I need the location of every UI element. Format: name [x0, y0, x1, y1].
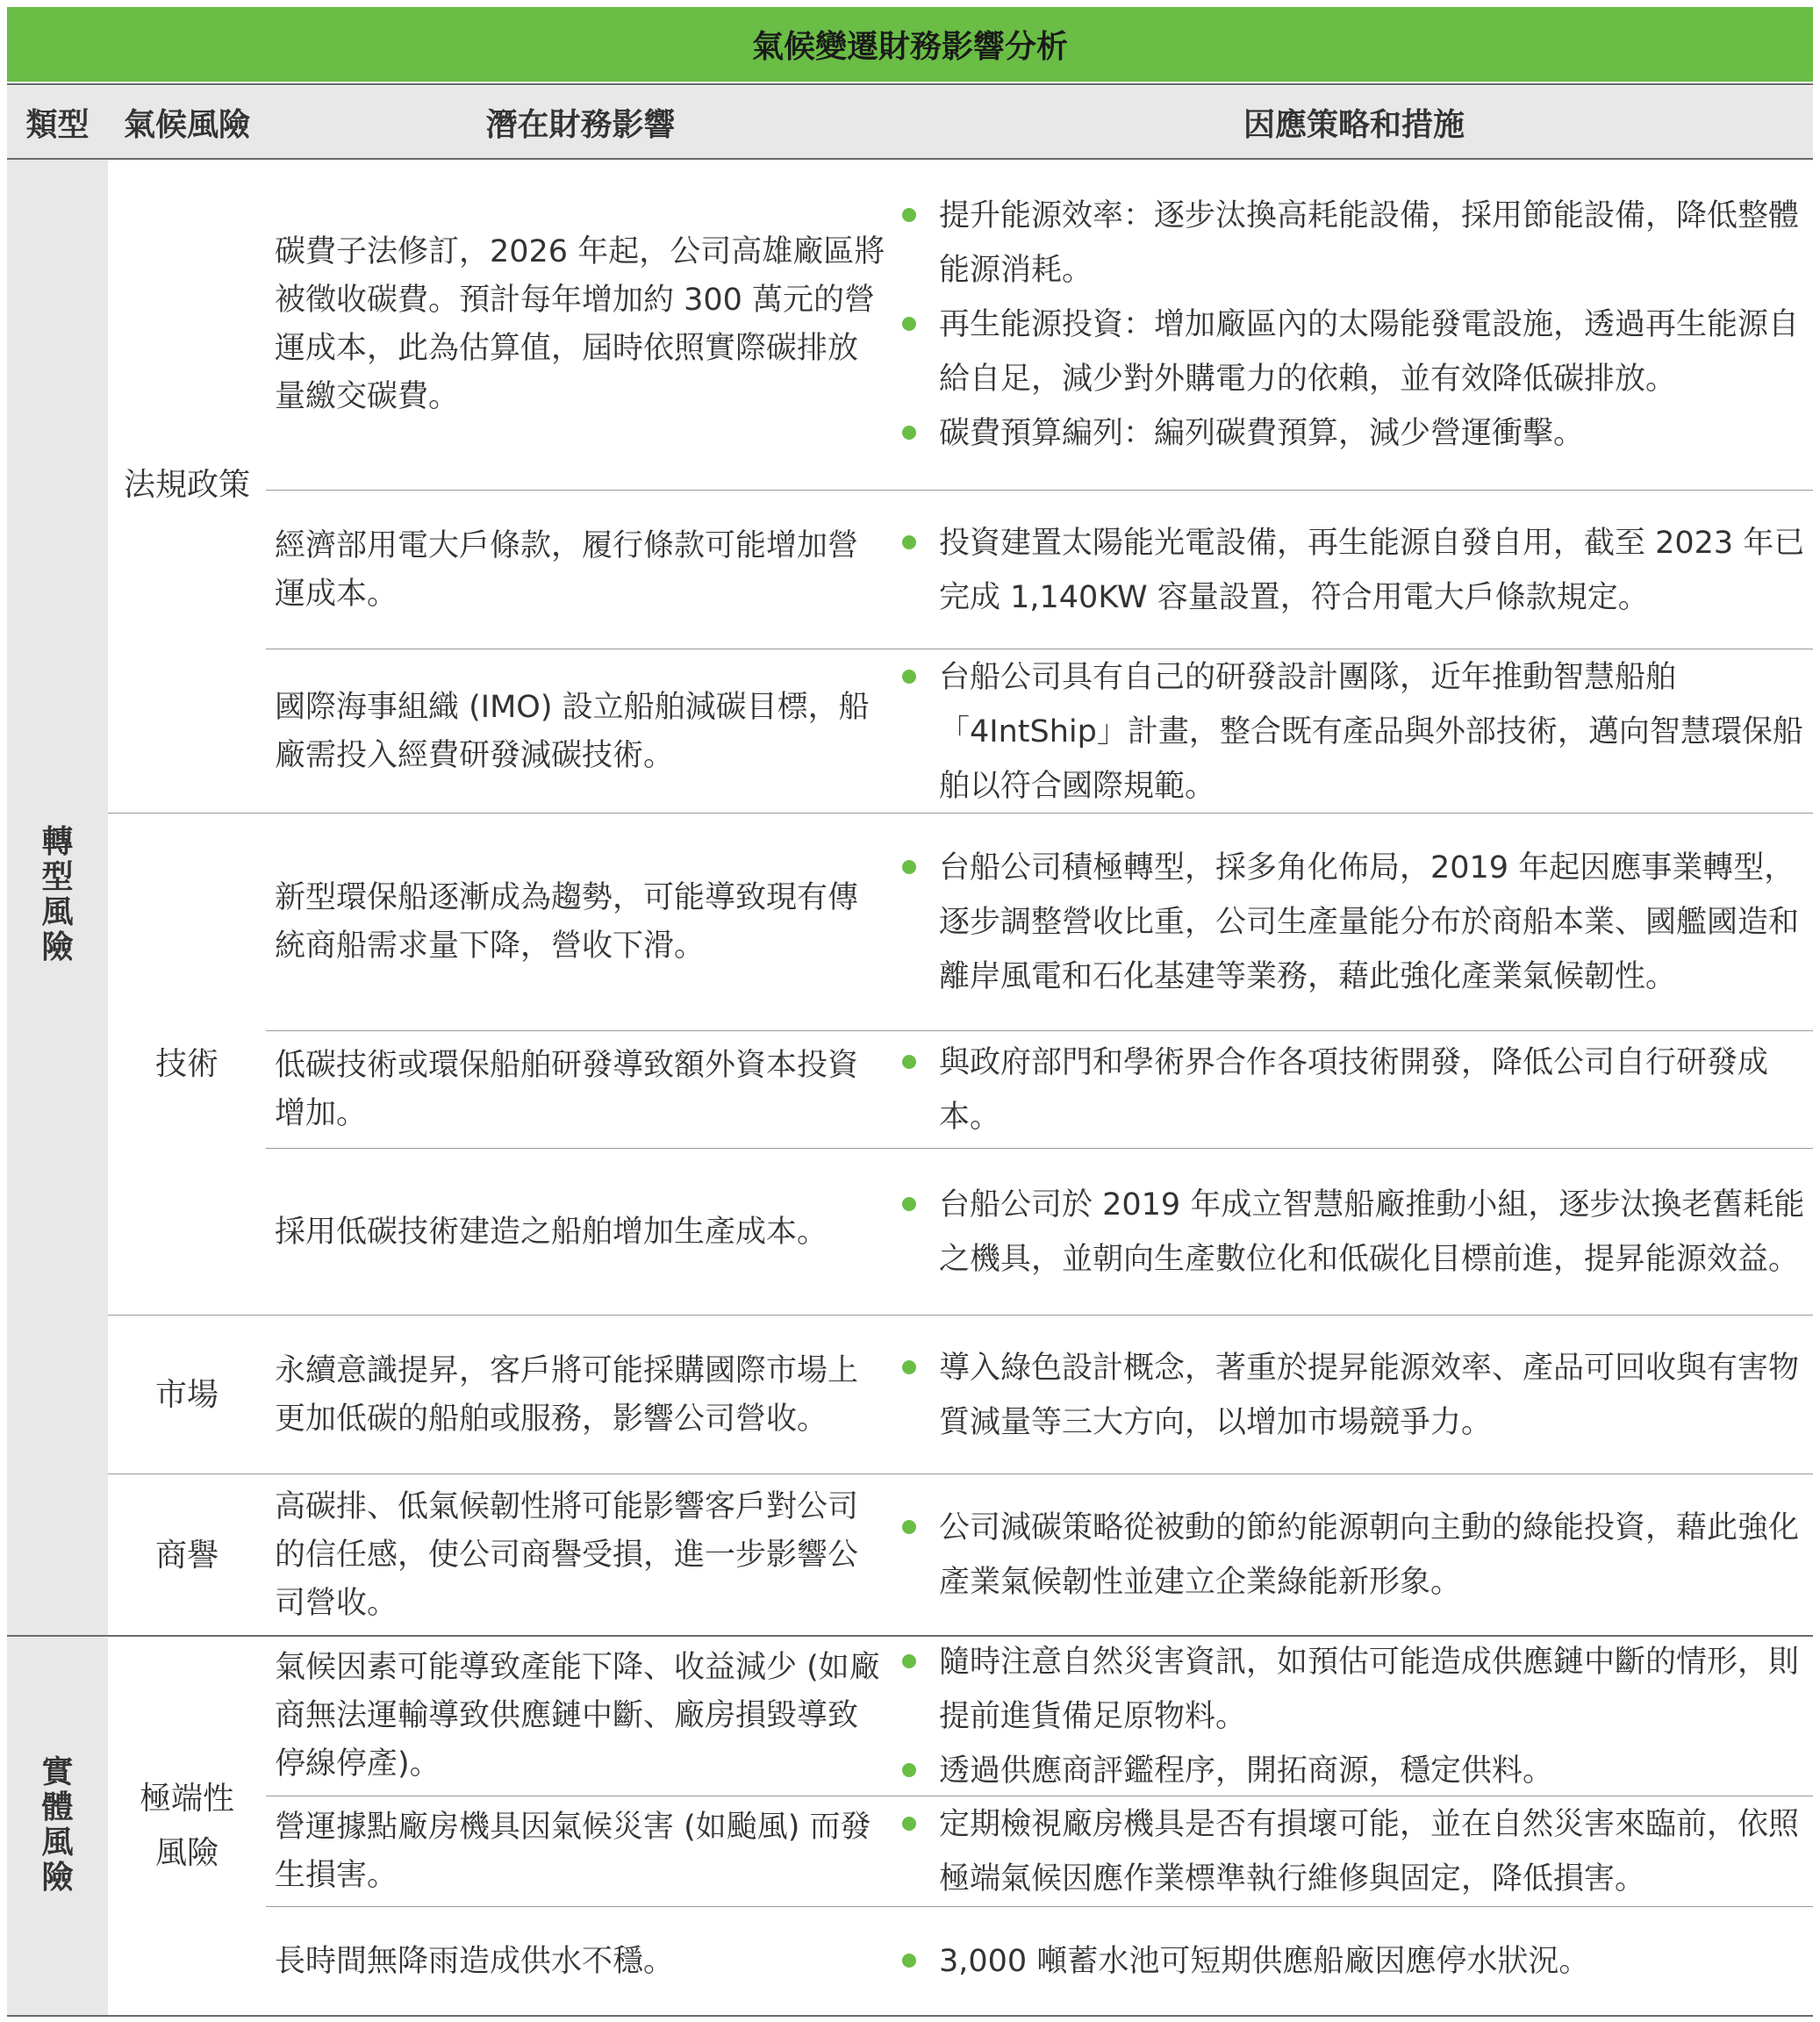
measure-text: 提升能源效率：逐步汰換高耗能設備，採用節能設備，降低整體能源消耗。: [939, 198, 1800, 288]
table-title: 氣候變遷財務影響分析: [7, 7, 1813, 82]
measures-cell: [895, 160, 1813, 490]
impact-text: 永續意識提昇，客戶將可能採購國際市場上更加低碳的船舶或服務，影響公司營收。: [275, 1352, 859, 1437]
divider: [108, 1473, 1813, 1474]
measure-text: 隨時注意自然災害資訊，如預估可能造成供應鏈中斷的情形，則提前進貨備足原物料。: [939, 1644, 1800, 1734]
type-char: 風: [41, 894, 74, 930]
impact-cell: [275, 1475, 886, 1635]
bullet-dot-icon: [902, 1654, 916, 1668]
divider: [266, 490, 1813, 491]
bullet-dot-icon: [902, 1055, 916, 1069]
impact-text: 營運據點廠房機具因氣候災害 (如颱風) 而發生損害。: [275, 1810, 871, 1893]
measure-text: 3,000 噸蓄水池可短期供應船廠因應停水狀況。: [939, 1944, 1590, 1979]
bullet-dot-icon: [902, 860, 916, 874]
impact-text: 新型環保船逐漸成為趨勢，可能導致現有傳統商船需求量下降，營收下滑。: [275, 880, 859, 964]
impact-text: 國際海事組織 (IMO) 設立船舶減碳目標，船廠需投入經費研發減碳技術。: [275, 689, 870, 773]
measure-text: 導入綠色設計概念，著重於提昇能源效率、產品可回收與有害物質減量等三大方向，以增加市場競爭力。: [939, 1350, 1800, 1440]
type-char: 體: [41, 1789, 74, 1825]
bullet-dot-icon: [902, 1817, 916, 1831]
type-char: 險: [41, 929, 74, 965]
measures-cell: [895, 1150, 1813, 1315]
measure-text: 與政府部門和學術界合作各項技術開發，降低公司自行研發成本。: [939, 1045, 1769, 1135]
impact-cell: [275, 1150, 886, 1315]
measures-cell: [895, 491, 1813, 649]
measure-item: [895, 1744, 1813, 1798]
bullet-dot-icon: [902, 1360, 916, 1374]
measures-cell: [895, 1637, 1813, 1796]
category-extreme: 極端性風險: [139, 1781, 234, 1871]
measure-text: 透過供應商評鑑程序，開拓商源，穩定供料。: [939, 1753, 1554, 1789]
divider: [7, 2015, 1813, 2017]
type-char: 風: [41, 1825, 74, 1861]
divider: [266, 1030, 1813, 1031]
measure-item: [895, 1036, 1813, 1144]
measures-cell: [895, 1908, 1813, 2015]
measures-cell: [895, 1032, 1813, 1148]
bullet-dot-icon: [902, 208, 916, 222]
impact-cell: [275, 1908, 886, 2015]
divider: [266, 1148, 1813, 1149]
measure-item: [895, 650, 1813, 814]
impact-cell: [275, 160, 886, 490]
measures-cell: [895, 1797, 1813, 1906]
impact-text: 氣候因素可能導致產能下降、收益減少 (如廠商無法運輸導致供應鏈中斷、廠房損毀導致停線停產)。: [275, 1650, 880, 1782]
measure-text: 台船公司於 2019 年成立智慧船廠推動小組，逐步汰換老舊耗能之機具，並朝向生產數位化和低碳化目標前進，提昇能源效益。: [939, 1187, 1805, 1277]
measure-text: 再生能源投資：增加廠區內的太陽能發電設施，透過再生能源自給自足，減少對外購電力的依賴，並有效降低碳排放。: [939, 307, 1800, 397]
bullet-dot-icon: [902, 535, 916, 549]
measures-cell: [895, 1475, 1813, 1635]
bullet-dot-icon: [902, 1520, 916, 1534]
impact-text: 長時間無降雨造成供水不穩。: [275, 1943, 675, 1979]
impact-cell: [275, 814, 886, 1030]
measure-text: 碳費預算編列：編列碳費預算，減少營運衝擊。: [939, 416, 1585, 451]
divider: [266, 1906, 1813, 1907]
bullet-dot-icon: [902, 317, 916, 331]
measure-item: [895, 1934, 1813, 1989]
measure-text: 定期檢視廠房機具是否有損壞可能，並在自然災害來臨前，依照極端氣候因應作業標準執行維修與固定，降低損害。: [939, 1807, 1800, 1897]
category-market: 市場: [154, 1377, 219, 1413]
measure-item: [895, 1341, 1813, 1450]
header-type: 類型: [25, 106, 90, 143]
divider: [108, 1315, 1813, 1316]
bullet-dot-icon: [902, 1197, 916, 1211]
impact-cell: [275, 650, 886, 813]
impact-cell: [275, 1316, 886, 1473]
bullet-dot-icon: [902, 670, 916, 684]
measure-item: [895, 1635, 1813, 1744]
bullet-dot-icon: [902, 426, 916, 440]
measure-item: [895, 298, 1813, 406]
impact-cell: [275, 1797, 886, 1906]
type-char: 實: [41, 1754, 74, 1790]
measures-cell: [895, 650, 1813, 813]
measure-item: [895, 1797, 1813, 1906]
type-char: 轉: [41, 824, 74, 860]
header-risk: 氣候風險: [123, 106, 250, 143]
measure-text: 公司減碳策略從被動的節約能源朝向主動的綠能投資，藉此強化產業氣候韌性並建立企業綠能新形象。: [939, 1510, 1800, 1600]
type-char: 險: [41, 1860, 74, 1896]
bullet-dot-icon: [902, 1763, 916, 1777]
measure-text: 台船公司積極轉型，採多角化佈局，2019 年起因應事業轉型，逐步調整營收比重，公司生產量能分布於商船本業、國艦國造和離岸風電和石化基建等業務，藉此強化產業氣候韌性。: [939, 850, 1800, 994]
bullet-dot-icon: [902, 1954, 916, 1968]
category-reputation: 商譽: [154, 1538, 219, 1574]
header-impact: 潛在財務影響: [485, 106, 676, 143]
impact-text: 經濟部用電大戶條款，履行條款可能增加營運成本。: [275, 527, 859, 612]
measures-cell: [895, 814, 1813, 1030]
category-tech: 技術: [154, 1046, 219, 1082]
type-char: 型: [41, 859, 74, 895]
category-policy: 法規政策: [123, 467, 250, 503]
impact-text: 低碳技術或環保船舶研發導致額外資本投資增加。: [275, 1048, 859, 1131]
measure-item: [895, 1501, 1813, 1610]
impact-text: 高碳排、低氣候韌性將可能影響客戶對公司的信任感，使公司商譽受損，進一步影響公司營收。: [275, 1488, 859, 1621]
impact-text: 採用低碳技術建造之船舶增加生產成本。: [275, 1214, 828, 1250]
impact-cell: [275, 1637, 886, 1796]
type-transition-label: [7, 825, 108, 965]
measure-item: [895, 516, 1813, 625]
measure-item: [895, 1178, 1813, 1287]
measure-item: [895, 406, 1813, 461]
impact-text: 碳費子法修訂，2026 年起，公司高雄廠區將被徵收碳費。預計每年增加約 300 萬元的營運成本，此為估算值，屆時依照實際碳排放量繳交碳費。: [275, 234, 885, 414]
divider: [7, 83, 1813, 85]
measure-item: [895, 841, 1813, 1004]
impact-cell: [275, 491, 886, 649]
impact-cell: [275, 1032, 886, 1148]
measure-item: [895, 189, 1813, 298]
measures-cell: [895, 1316, 1813, 1473]
measure-text: 台船公司具有自己的研發設計團隊，近年推動智慧船舶「4IntShip」計畫，整合既有產品與外部技術，邁向智慧環保船舶以符合國際規範。: [939, 659, 1803, 804]
measure-text: 投資建置太陽能光電設備，再生能源自發自用，截至 2023 年已完成 1,140KW 容量設置，符合用電大戶條款規定。: [939, 525, 1805, 615]
header-measures: 因應策略和措施: [1243, 106, 1465, 143]
type-physical-label: [7, 1755, 108, 1896]
